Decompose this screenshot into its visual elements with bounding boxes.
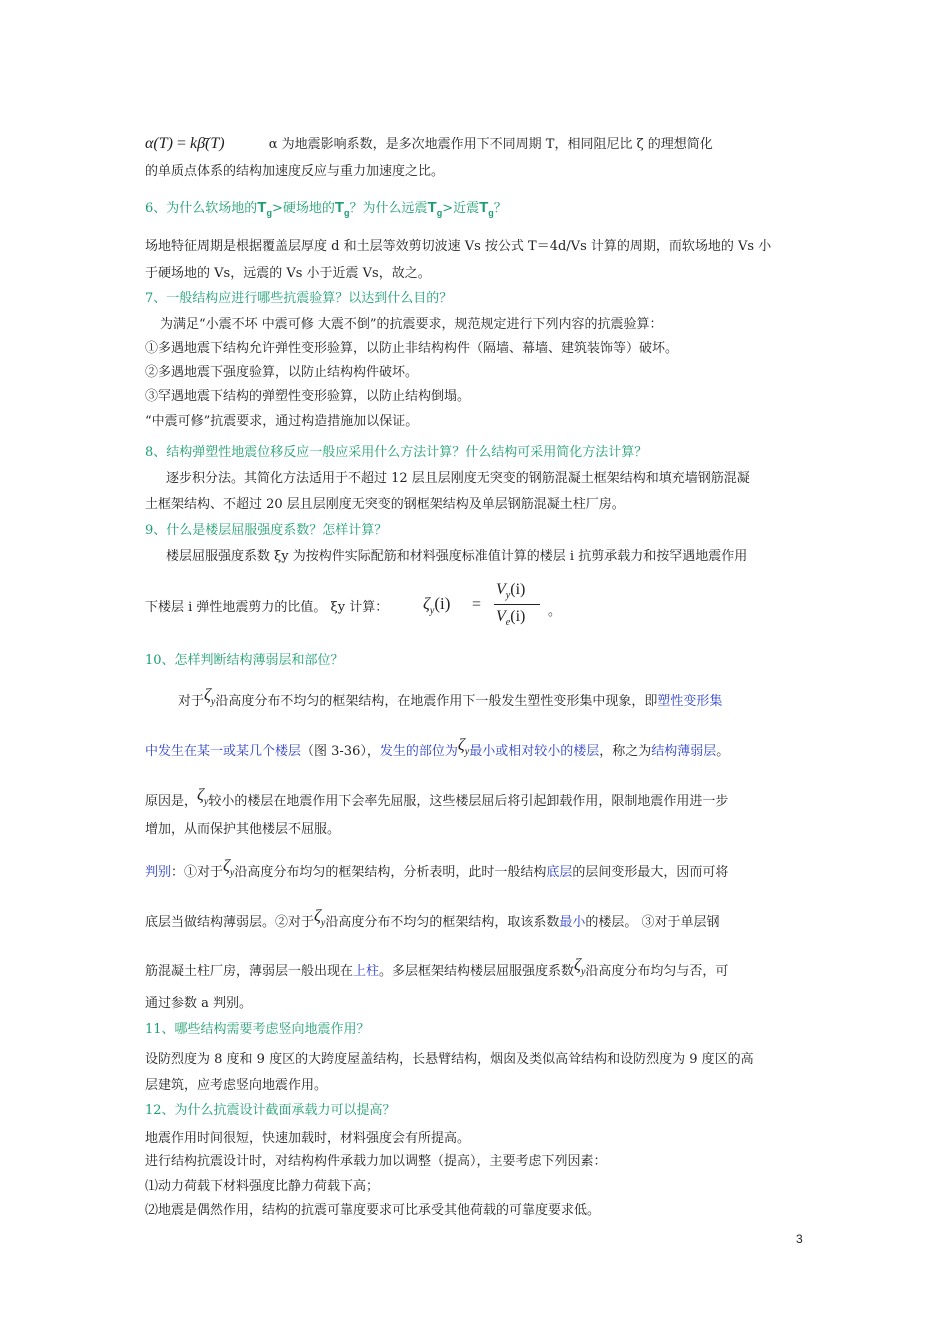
q10-para3: 原因是，$\zeta_y$较小的楼层在地震作用下会率先屈服，这些楼层屈后将引起卸载作用，限制地震作用进一步 [145, 785, 729, 809]
alpha-def-text: α 为地震影响系数，是多次地震作用下不同周期 T，相同阻尼比 ζ 的理想简化 [268, 137, 713, 152]
q12-item2: ⑵地震是偶然作用，结构的抗震可靠度要求可比承受其他荷载的可靠度要求低。 [145, 1203, 601, 1218]
tg-symbol: $T_g$ [427, 199, 443, 218]
q9-answer-line2: 下楼层 i 弹性地震剪力的比值。 ξy 计算： [145, 600, 389, 615]
tg-symbol: $T_g$ [257, 199, 272, 218]
q7-item1: ①多遇地震下结构允许弹性变形验算，以防止非结构构件（隔墙、幕墙、建筑装饰等）破坏。 [145, 341, 679, 356]
alpha-formula-eq: = [172, 135, 190, 152]
q6-title: 6、为什么软场地的$T_g>$硬场地的$T_g$？为什么远震$T_g>$近震$T_g$？ [145, 199, 507, 218]
tg-symbol: $T_g$ [479, 199, 494, 218]
q10-judge1: 判别：①对于$\zeta_y$沿高度分布均匀的框架结构，分析表明，此时一般结构底层的层间变形最大，因而可将 [145, 856, 729, 880]
alpha-formula-line [145, 135, 713, 154]
q12-item1: ⑴动力荷载下材料强度比静力荷载下高； [145, 1179, 380, 1194]
q12-title: 12、为什么抗震设计截面承载力可以提高？ [145, 1103, 396, 1118]
q10-para2: 中发生在某一或某几个楼层（图 3-36），发生的部位为$\zeta_y$最小或相对较小的楼层，称之为结构薄弱层。 [145, 735, 730, 759]
q10-para1: 对于$\zeta_y$沿高度分布不均匀的框架结构，在地震作用下一般发生塑性变形集中现象，即塑性变形集 [178, 685, 723, 709]
q6-answer-line1: 场地特征周期是根据覆盖层厚度 d 和土层等效剪切波速 Vs 按公式 T＝4d/Vs 计算的周期，而软场地的 Vs 小 [145, 239, 772, 254]
q10-judge2: 底层当做结构薄弱层。②对于$\zeta_y$沿高度分布不均匀的框架结构，取该系数最小的楼层。 ③对于单层钢 [145, 906, 720, 930]
q12-answer-line1: 地震作用时间很短，快速加载时，材料强度会有所提高。 [145, 1131, 471, 1146]
q11-answer-line2: 层建筑，应考虑竖向地震作用。 [145, 1078, 328, 1093]
zeta-formula-numerator: $V_y(i)$ [496, 581, 526, 602]
q6-answer-line2: 于硬场地的 Vs，远震的 Vs 小于近震 Vs，故之。 [145, 266, 431, 281]
tg-symbol: $T_g$ [334, 199, 350, 218]
q7-title: 7、一般结构应进行哪些抗震验算？以达到什么目的？ [145, 291, 453, 306]
q8-title: 8、结构弹塑性地震位移反应一般应采用什么方法计算？什么结构可采用简化方法计算？ [145, 445, 648, 460]
zeta-y-symbol: $\zeta_y$ [574, 955, 586, 978]
q10-judge4: 通过参数 a 判别。 [145, 996, 253, 1011]
q7-intro: 为满足“小震不坏 中震可修 大震不倒”的抗震要求，规范规定进行下列内容的抗震验算： [160, 317, 663, 332]
fraction-bar [494, 604, 540, 605]
q9-title: 9、什么是楼层屈服强度系数？怎样计算？ [145, 523, 388, 538]
q8-answer-line2: 土框架结构、不超过 20 层且层刚度无突变的钢框架结构及单层钢筋混凝土柱厂房。 [145, 497, 625, 512]
zeta-formula-end: 。 [548, 604, 562, 619]
page-number: 3 [796, 1232, 803, 1246]
q7-item4: “中震可修”抗震要求，通过构造措施加以保证。 [145, 414, 419, 429]
q9-answer-line1: 楼层屈服强度系数 ξy 为按构件实际配筋和材料强度标准值计算的楼层 i 抗剪承载力和按罕遇地震作用 [166, 549, 748, 564]
q11-answer-line1: 设防烈度为 8 度和 9 度区的大跨度屋盖结构，长悬臂结构，烟囱及类似高耸结构和设防烈度为 9 度区的高 [145, 1052, 754, 1067]
q7-item3: ③罕遇地震下结构的弹塑性变形验算，以防止结构倒塌。 [145, 389, 471, 404]
zeta-formula-denominator: $V_e(i)$ [496, 608, 526, 629]
q10-title: 10、怎样判断结构薄弱层和部位？ [145, 653, 344, 668]
zeta-y-symbol: $\zeta_y$ [223, 856, 235, 879]
zeta-y-symbol: $\zeta_y$ [204, 685, 216, 708]
alpha-formula-lhs: α(T) [145, 135, 173, 152]
alpha-formula-rhs: kβ̄(T) [189, 135, 225, 152]
q10-judge3: 筋混凝土柱厂房，薄弱层一般出现在上柱。多层框架结构楼层屈服强度系数$\zeta_y$沿高度分布均匀与否，可 [145, 955, 729, 979]
zeta-formula-lhs: $\zeta_y(i)$ [423, 594, 451, 617]
q11-title: 11、哪些结构需要考虑竖向地震作用？ [145, 1022, 370, 1037]
alpha-def-line2: 的单质点体系的结构加速度反应与重力加速度之比。 [145, 164, 445, 179]
zeta-y-symbol: $\zeta_y$ [314, 906, 326, 929]
judge-label: 判别 [145, 865, 172, 880]
q7-item2: ②多遇地震下强度验算，以防止结构构件破坏。 [145, 365, 419, 380]
q8-answer-line1: 逐步积分法。其简化方法适用于不超过 12 层且层刚度无突变的钢筋混凝土框架结构和填充墙钢筋混凝 [166, 471, 750, 486]
zeta-formula-eq: = [472, 596, 482, 613]
zeta-y-symbol: $\zeta_y$ [197, 785, 209, 808]
zeta-y-symbol: $\zeta_y$ [457, 735, 470, 758]
q12-answer-line2: 进行结构抗震设计时，对结构构件承载力加以调整（提高），主要考虑下列因素： [145, 1154, 607, 1169]
q10-para4: 增加，从而保护其他楼层不屈服。 [145, 822, 341, 837]
